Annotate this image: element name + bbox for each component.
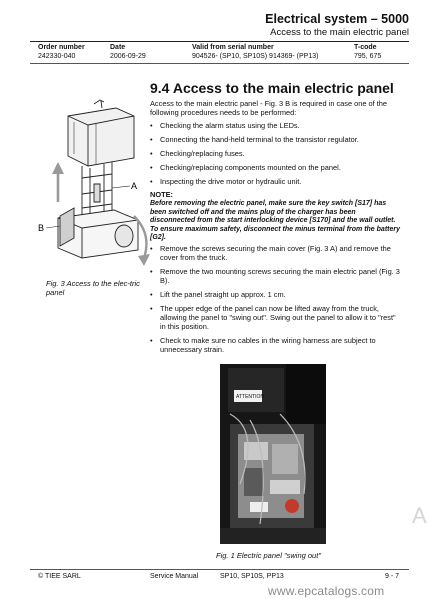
fig3-illustration xyxy=(38,98,158,278)
chapter-title: Electrical system – 5000 xyxy=(265,12,409,26)
list-item: • The upper edge of the panel can now be lifted away from the truck, allowing the panel to "swing out". Swing out the panel to allow it to "rest" in this position. xyxy=(150,304,396,332)
fig3-label-b: B xyxy=(38,223,45,233)
bullet-glyph: • xyxy=(150,177,153,186)
list-item: • Remove the screws securing the main cover (Fig. 3 A) and remove the cover from the truck. xyxy=(150,244,391,263)
section-title: 9.4 Access to the main electric panel xyxy=(150,80,394,96)
bullet-glyph: • xyxy=(150,336,153,345)
list-item: • Checking the alarm status using the LEDs. xyxy=(150,121,300,130)
list-item: • Check to make sure no cables in the wiring harness are subject to unnecessary strain. xyxy=(150,336,376,355)
bullet-glyph: • xyxy=(150,244,153,253)
bullet-glyph: • xyxy=(150,121,153,130)
bullet-glyph: • xyxy=(150,267,153,276)
fig1-caption: Fig. 1 Electric panel "swing out" xyxy=(216,551,321,560)
edge-letter: A xyxy=(412,503,427,528)
order-number-label: Order number xyxy=(38,44,85,51)
section-intro: Access to the main electric panel - Fig. 3 B is required in case one of the following procedures needs to be performed: xyxy=(150,99,388,118)
bullet-glyph: • xyxy=(150,163,153,172)
footer-manual-label: Service Manual xyxy=(150,573,199,580)
attention-sticker-text: ATTENTION xyxy=(236,394,264,400)
footer-rule xyxy=(30,569,409,570)
list-item: • Remove the two mounting screws securing the main electric panel (Fig. 3 B). xyxy=(150,267,400,286)
fig1-photo-drawing xyxy=(220,364,326,544)
list-item: • Lift the panel straight up approx. 1 cm. xyxy=(150,290,286,299)
bullet-glyph: • xyxy=(150,135,153,144)
list-item: • Checking/replacing fuses. xyxy=(150,149,245,158)
note-heading: NOTE: xyxy=(150,190,173,199)
tcode-value: 795, 675 xyxy=(354,53,382,60)
date-label: Date xyxy=(110,44,126,51)
list-item: • Checking/replacing components mounted on the panel. xyxy=(150,163,341,172)
bullet-glyph: • xyxy=(150,290,153,299)
order-number-value: 242330-040 xyxy=(38,53,76,60)
footer-page-number: 9 - 7 xyxy=(385,573,400,580)
watermark-text: www.epcatalogs.com xyxy=(268,584,385,598)
serial-label: Valid from serial number xyxy=(192,44,274,51)
footer-models: SP10, SP10S, PP13 xyxy=(220,573,284,580)
chapter-subtitle: Access to the main electric panel xyxy=(270,27,409,38)
bullet-glyph: • xyxy=(150,149,153,158)
list-item: • Inspecting the drive motor or hydraulic unit. xyxy=(150,177,302,186)
fig1-photo xyxy=(220,364,326,544)
bullet-glyph: • xyxy=(150,304,153,313)
tcode-label: T-code xyxy=(354,44,377,51)
header-rule xyxy=(30,41,409,42)
serial-value: 904526- (SP10, SP10S) 914369- (PP13) xyxy=(192,53,319,60)
date-value: 2006-09-29 xyxy=(110,53,146,60)
list-item: • Connecting the hand-held terminal to the transistor regulator. xyxy=(150,135,359,144)
fig3-label-a: A xyxy=(131,181,138,191)
footer-copyright: © TIEE SARL xyxy=(38,573,81,580)
header-rule-thin xyxy=(30,63,409,64)
fig3-caption: Fig. 3 Access to the elec-tric panel xyxy=(46,279,140,297)
note-body: Before removing the electric panel, make sure the key switch [S17] has been switched off and the mains plug of the charger has been disconnected from the start interlocking device [S170] and the wall outlet. To ensure maximum safety, disconnect the minus terminal from the battery [G2]. xyxy=(150,200,400,242)
